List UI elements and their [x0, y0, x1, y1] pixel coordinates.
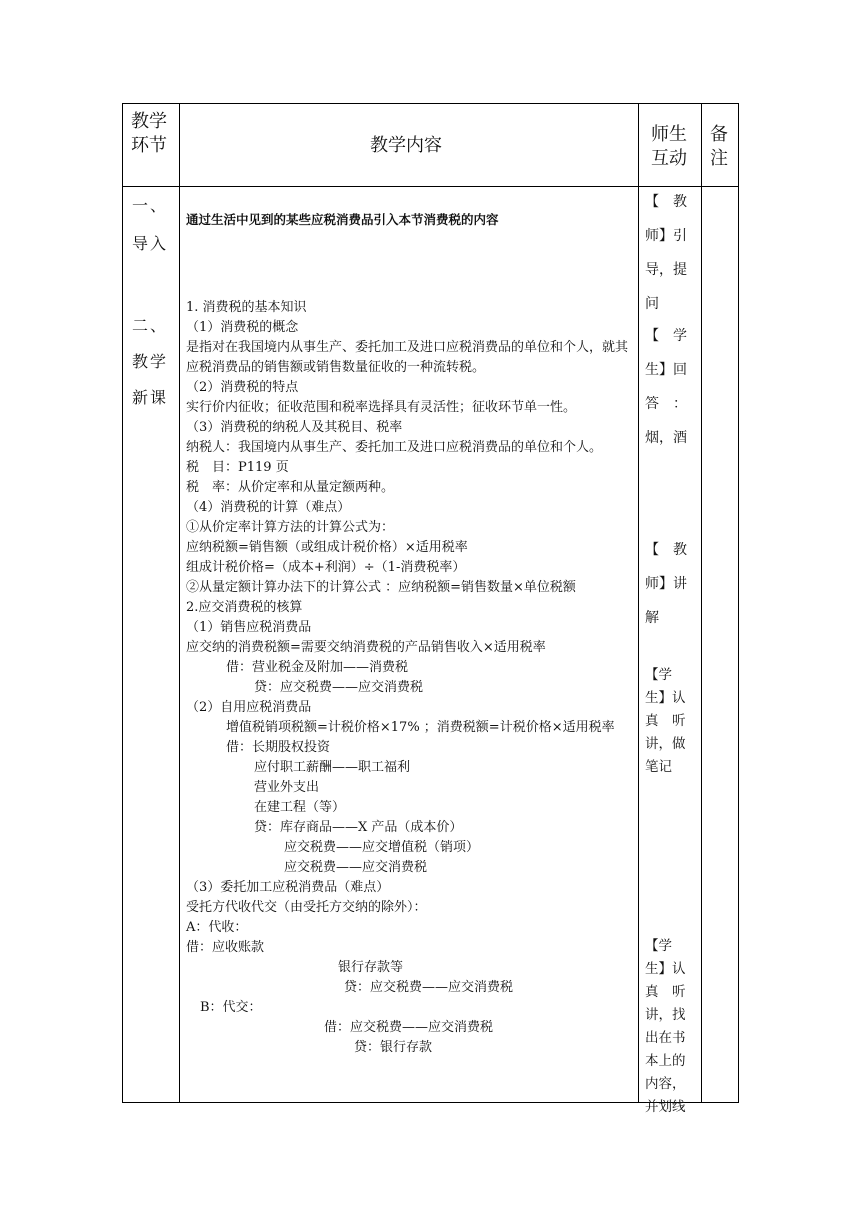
content-line: （3）消费税的纳税人及其税目、税率	[186, 420, 403, 435]
interaction-teacher-explain: 【 教 师】讲 解	[645, 542, 687, 626]
content-line: （2）消费税的特点	[186, 380, 299, 395]
interaction-student-find: 【学 生】认 真 听 讲，找 出在书 本上的 内容， 并划线	[645, 938, 686, 1115]
content-line: （1）销售应税消费品	[186, 620, 312, 635]
interaction-teacher-guide: 【 教 师】引 导，提 问	[645, 194, 687, 312]
section-intro-number: 一、	[132, 196, 169, 215]
content-line: 银行存款等	[338, 960, 404, 975]
content-line: ②从量定额计算办法下的计算公式 ：应纳税额=销售数量×单位税额	[186, 580, 576, 595]
interaction-student-listen: 【学 生】认 真 听 讲，做 笔记	[645, 667, 686, 775]
interaction-student-answer: 【 学 生】回 答 ： 烟，酒	[645, 328, 687, 446]
content-line: 借：营业税金及附加——消费税	[226, 660, 409, 675]
content-line: ①从价定率计算方法的计算公式为：	[186, 520, 395, 535]
content-line: 应纳税额=销售额（或组成计税价格）×适用税率	[186, 540, 468, 555]
content-line: 贷：应交税费——应交消费税	[344, 980, 514, 995]
content-line: 2.应交消费税的核算	[186, 600, 303, 615]
content-line: B：代交：	[200, 1000, 262, 1015]
content-line: （3）委托加工应税消费品（难点）	[186, 880, 390, 895]
header-stage: 教学 环节	[131, 111, 167, 156]
content-line: 税 率：从价定率和从量定额两种。	[186, 480, 395, 495]
header-content: 教学内容	[370, 135, 442, 156]
content-line: 营业外支出	[254, 780, 320, 795]
content-line: 实行价内征收；征收范围和税率选择具有灵活性；征收环节单一性。	[186, 400, 577, 415]
column-divider	[638, 103, 639, 1103]
header-interaction: 师生 互动	[651, 124, 687, 169]
content-line: 受托方代收代交（由受托方交纳的除外）：	[186, 900, 427, 915]
content-line: 1. 消费税的基本知识	[186, 300, 307, 315]
table-border-right	[738, 103, 739, 1103]
content-line: 应交纳的消费税额=需要交纳消费税的产品销售收入×适用税率	[186, 640, 546, 655]
column-divider	[701, 103, 702, 1103]
content-line: 组成计税价格=（成本+利润）÷（1-消费税率）	[186, 560, 466, 575]
content-line: A：代收：	[186, 920, 248, 935]
content-line: 借：应收账款	[186, 940, 265, 955]
section-new-label: 新课	[132, 388, 169, 407]
content-line: （4）消费税的计算（难点）	[186, 500, 351, 515]
content-line: 借：应交税费——应交消费税	[324, 1020, 494, 1035]
intro-text: 通过生活中见到的某些应税消费品引入本节消费税的内容	[186, 212, 499, 227]
section-intro-label: 导入	[132, 234, 169, 253]
content-line: 纳税人：我国境内从事生产、委托加工及进口应税消费品的单位和个人。	[186, 440, 603, 455]
content-line: 应交税费——应交增值税（销项）	[284, 840, 480, 855]
header-notes: 备 注	[710, 124, 728, 169]
content-line: 在建工程（等）	[254, 800, 346, 815]
content-line: 应付职工薪酬——职工福利	[254, 760, 411, 775]
content-line: 是指对在我国境内从事生产、委托加工及进口应税消费品的单位和个人，就其应税消费品的销售额或销售数量征收的一种流转税。	[186, 340, 629, 375]
content-line: 税 目：P119 页	[186, 460, 289, 475]
lesson-content	[186, 298, 636, 1058]
content-line: 贷：库存商品——X 产品（成本价）	[254, 820, 463, 835]
content-line: （2）自用应税消费品	[186, 700, 312, 715]
column-divider	[179, 103, 180, 1103]
content-line: 贷：应交税费——应交消费税	[254, 680, 424, 695]
content-line: 贷：银行存款	[354, 1040, 433, 1055]
content-line: （1）消费税的概念	[186, 320, 299, 335]
content-line: 应交税费——应交消费税	[284, 860, 428, 875]
lesson-table	[122, 103, 739, 1115]
content-line: 借：长期股权投资	[226, 740, 331, 755]
section-new-number: 二、	[132, 316, 169, 335]
content-line: 增值税销项税额=计税价格×17% ；消费税额=计税价格×适用税率	[226, 720, 615, 735]
table-border-top	[122, 103, 739, 104]
table-border-left	[122, 103, 123, 1103]
section-new-label: 教学	[132, 352, 169, 371]
